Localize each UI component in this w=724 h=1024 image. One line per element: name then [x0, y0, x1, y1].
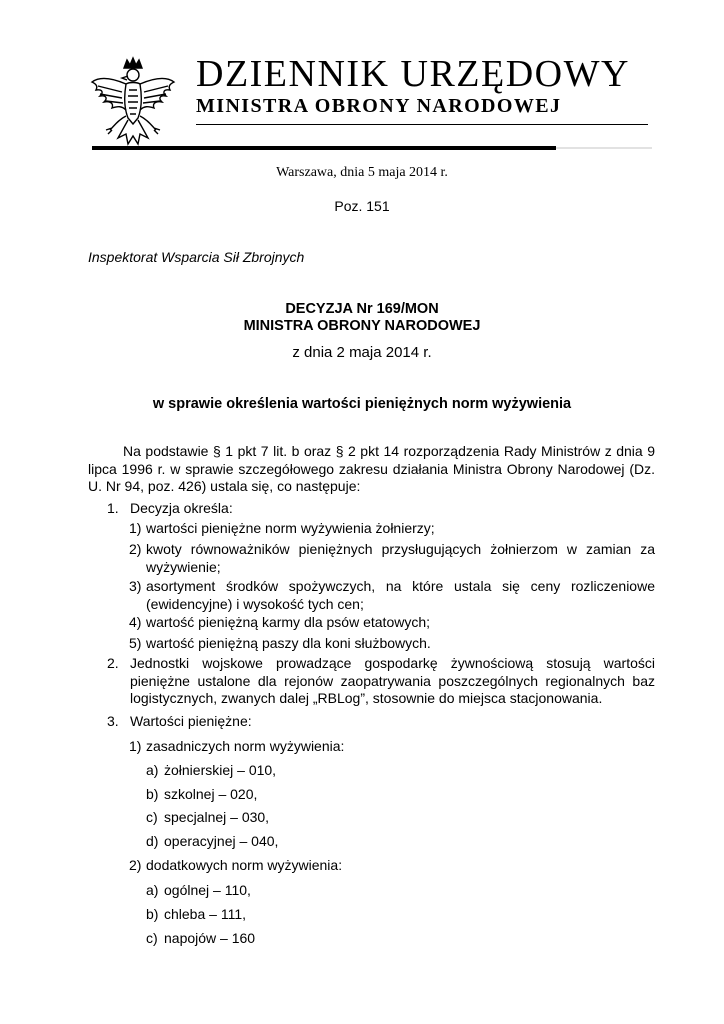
item-number: c)	[146, 809, 158, 825]
eagle-emblem-icon	[88, 56, 178, 148]
item-text: specjalnej – 030,	[164, 809, 270, 825]
item-number: 1)	[129, 520, 142, 536]
item-text: chleba – 111,	[164, 906, 246, 922]
item-text: Jednostki wojskowe prowadzące gospodarkę żywnościową stosują wartości pieniężne ustalone dla rejonów zaopatrywania poszczególnych regionalnych baz logistycznych, zwanych dalej „RBLog”, stosownie do miejsca stacjonowania.	[130, 655, 655, 707]
item-text: wartości pieniężne norm wyżywienia żołnierzy;	[146, 520, 435, 536]
item-number: 4)	[129, 614, 142, 630]
decision-subject: w sprawie określenia wartości pieniężnych norm wyżywienia	[152, 396, 572, 412]
item-text: szkolnej – 020,	[164, 786, 258, 802]
item-number: b)	[146, 906, 159, 922]
item-number: 3.	[107, 713, 119, 729]
item-number: 3)	[129, 578, 142, 594]
item-text: kwoty równoważników pieniężnych przysługujących żołnierzom w zamian za wyżywienie;	[146, 541, 655, 575]
gazette-title: DZIENNIK URZĘDOWY	[196, 53, 630, 95]
item-text: operacyjnej – 040,	[164, 833, 279, 849]
decision-minister: MINISTRA OBRONY NARODOWEJ	[243, 318, 481, 334]
header-divider-thick	[92, 146, 556, 150]
item-text: żołnierskiej – 010,	[164, 762, 277, 778]
item-number: c)	[146, 930, 158, 946]
position-number: Poz. 151	[334, 198, 390, 214]
header-divider-light	[556, 147, 652, 149]
place-and-date: Warszawa, dnia 5 maja 2014 r.	[276, 165, 448, 180]
decision-date: z dnia 2 maja 2014 r.	[292, 344, 432, 361]
header-divider-thin	[196, 124, 648, 125]
item-number: b)	[146, 786, 159, 802]
decision-title: DECYZJA Nr 169/MON	[285, 301, 439, 317]
item-text: Wartości pieniężne:	[130, 713, 252, 729]
item-text: ogólnej – 110,	[164, 882, 251, 898]
item-text: Decyzja określa:	[130, 500, 233, 516]
item-number: 5)	[129, 635, 142, 651]
item-text: zasadniczych norm wyżywienia:	[146, 738, 345, 754]
item-text: wartość pieniężną karmy dla psów etatowych;	[146, 614, 431, 630]
item-number: 2)	[129, 857, 142, 873]
item-number: 2.	[107, 655, 119, 671]
item-number: 1.	[107, 500, 119, 516]
item-number: d)	[146, 833, 159, 849]
item-text: wartość pieniężną paszy dla koni służbowych.	[146, 635, 431, 651]
gazette-subtitle: MINISTRA OBRONY NARODOWEJ	[196, 95, 562, 117]
item-number: a)	[146, 882, 159, 898]
item-text: asortyment środków spożywczych, na które ustala się ceny rozliczeniowe (ewidencyjne) i wysokość tych cen;	[146, 578, 655, 612]
issuer-name: Inspektorat Wsparcia Sił Zbrojnych	[88, 249, 305, 265]
item-number: 1)	[129, 738, 142, 754]
item-number: a)	[146, 762, 159, 778]
legal-basis-paragraph: Na podstawie § 1 pkt 7 lit. b oraz § 2 pkt 14 rozporządzenia Rady Ministrów z dnia 9 lipca 1996 r. w sprawie szczegółowego zakresu działania Ministra Obrony Narodowej (Dz. U. Nr 94, poz. 426) ustala się, co następuje:	[88, 443, 655, 495]
item-text: napojów – 160	[164, 930, 256, 946]
item-number: 2)	[129, 541, 142, 557]
item-text: dodatkowych norm wyżywienia:	[146, 857, 343, 873]
